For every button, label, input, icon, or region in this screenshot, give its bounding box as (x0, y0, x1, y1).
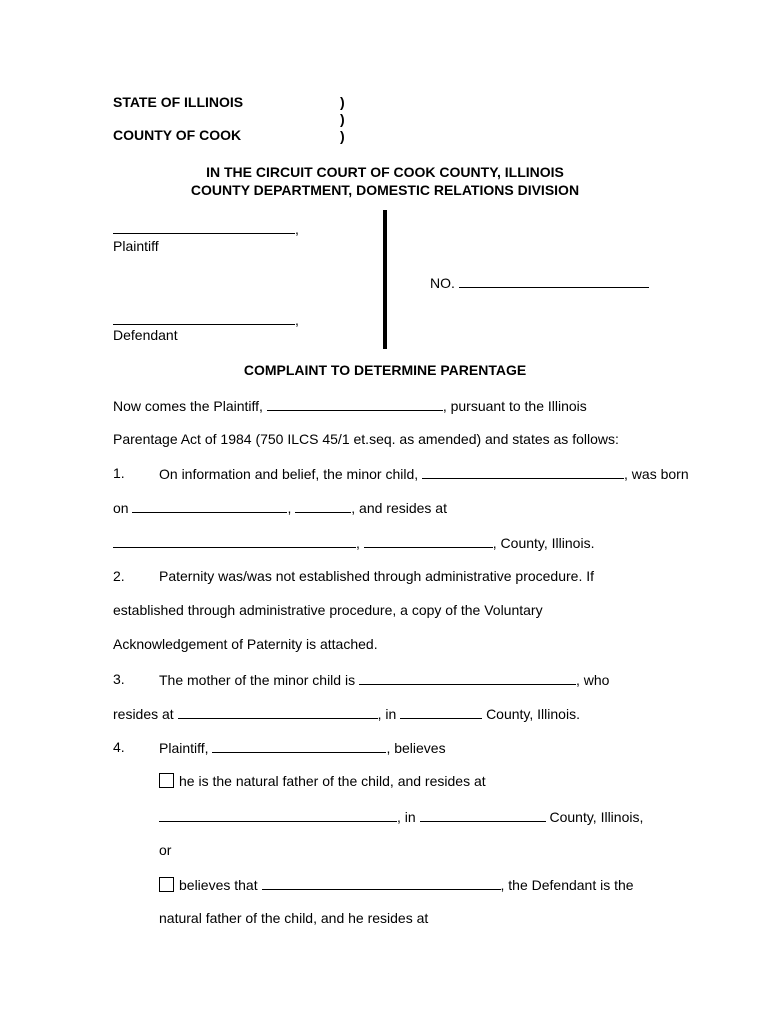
text: on (113, 500, 129, 516)
paragraph-number: 1. (113, 465, 125, 481)
comma: , (295, 312, 299, 328)
plaintiff-name-field-3[interactable] (212, 738, 386, 753)
plaintiff-name-field-2[interactable] (267, 396, 443, 411)
paragraph-number: 2. (113, 568, 125, 584)
case-number-field[interactable] (459, 273, 649, 288)
text: The mother of the minor child is (159, 672, 356, 688)
mother-county-field[interactable] (400, 704, 482, 719)
caption-paren: ) (340, 94, 345, 110)
state-caption: STATE OF ILLINOIS (113, 94, 244, 110)
child-address-field[interactable] (113, 533, 356, 548)
text: , believes (386, 740, 446, 756)
court-heading-1: IN THE CIRCUIT COURT OF COOK COUNTY, ILLINOIS (206, 164, 564, 180)
paragraph-number: 3. (113, 671, 125, 687)
text: , in (397, 809, 416, 825)
text: natural father of the child, and he resides at (159, 910, 429, 926)
text: , and resides at (351, 500, 447, 516)
text: , (287, 500, 292, 516)
defendant-father-checkbox[interactable] (159, 877, 174, 892)
child-county-field[interactable] (364, 533, 493, 548)
text: , the Defendant is the (500, 877, 634, 893)
text: On information and belief, the minor child, (159, 466, 419, 482)
caption-divider (383, 210, 387, 349)
plaintiff-label: Plaintiff (113, 238, 159, 254)
text: Now comes the Plaintiff, (113, 398, 263, 414)
mother-name-field[interactable] (359, 670, 576, 685)
defendant-label: Defendant (113, 327, 178, 343)
text: or (159, 842, 172, 858)
text: , was born (624, 466, 689, 482)
defendant-name-field[interactable] (113, 310, 295, 325)
text: established through administrative procedure, a copy of the Voluntary (113, 602, 543, 618)
text: , pursuant to the Illinois (442, 398, 587, 414)
text: , in (377, 706, 397, 722)
text: , who (575, 672, 610, 688)
document-title: COMPLAINT TO DETERMINE PARENTAGE (243, 362, 527, 378)
case-no-label: NO. (430, 275, 455, 291)
text: he is the natural father of the child, and resides at (179, 773, 486, 789)
birth-date-field[interactable] (132, 498, 287, 513)
text: Plaintiff, (159, 740, 209, 756)
text: , County, Illinois. (492, 535, 595, 551)
plaintiff-address-field[interactable] (159, 807, 397, 822)
mother-address-field[interactable] (178, 704, 378, 719)
natural-father-checkbox[interactable] (159, 773, 174, 788)
text: resides at (113, 706, 174, 722)
court-heading-2: COUNTY DEPARTMENT, DOMESTIC RELATIONS DIVISION (190, 182, 580, 198)
birth-year-field[interactable] (295, 498, 351, 513)
text: Paternity was/was not established through administrative procedure. If (159, 568, 595, 584)
text: Acknowledgement of Paternity is attached. (113, 636, 378, 652)
child-name-field[interactable] (422, 464, 624, 479)
plaintiff-county-field[interactable] (420, 807, 546, 822)
text: County, Illinois. (486, 706, 580, 722)
text: County, Illinois, (549, 809, 644, 825)
comma: , (295, 221, 299, 237)
caption-paren: ) (340, 128, 345, 144)
caption-paren: ) (340, 111, 345, 127)
plaintiff-name-field[interactable] (113, 219, 295, 234)
paragraph-number: 4. (113, 739, 125, 755)
text: believes that (179, 877, 258, 893)
text: , (356, 535, 360, 551)
text: Parentage Act of 1984 (750 ILCS 45/1 et.seq. as amended) and states as follows: (113, 431, 619, 447)
defendant-name-field-2[interactable] (262, 875, 501, 890)
county-caption: COUNTY OF COOK (113, 127, 242, 143)
